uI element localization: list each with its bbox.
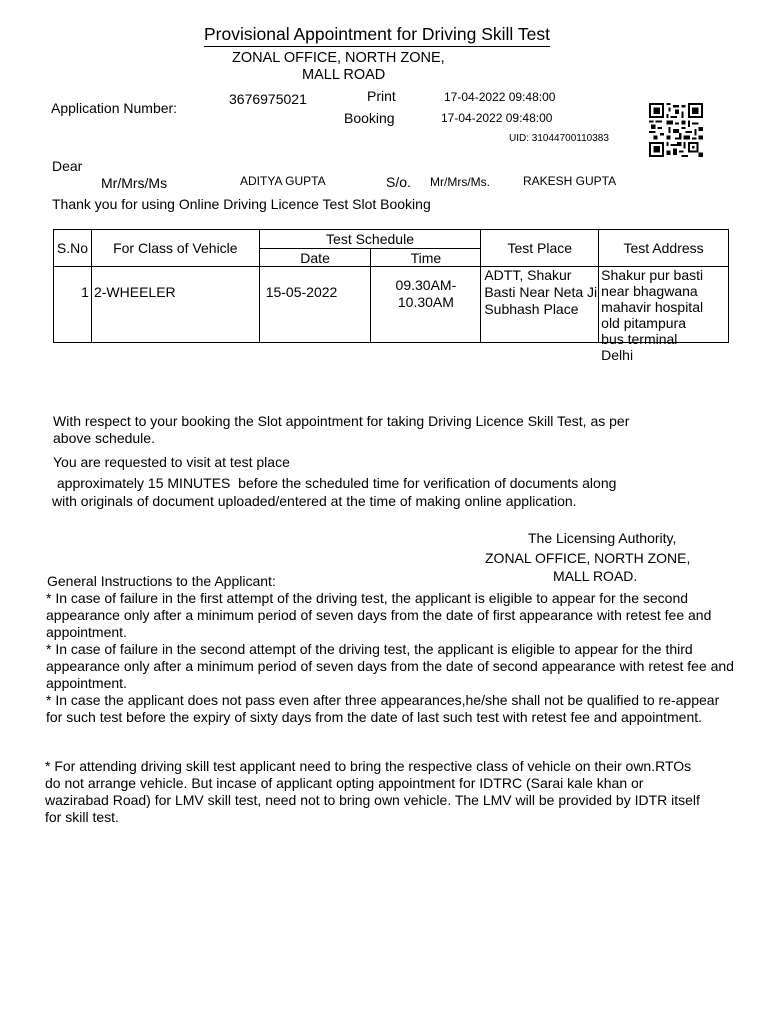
booking-label: Booking bbox=[344, 110, 395, 126]
schedule-table bbox=[53, 229, 729, 363]
office-name-line2: MALL ROAD bbox=[302, 67, 386, 83]
table-row bbox=[54, 267, 729, 343]
test-place-text: ADTT, Shakur Basti Near Neta Ji Subhash Place bbox=[484, 267, 598, 317]
instructions-heading: General Instructions to the Applicant: bbox=[47, 573, 276, 589]
application-number-label: Application Number: bbox=[51, 100, 178, 116]
authority-line-2: ZONAL OFFICE, NORTH ZONE, bbox=[485, 550, 691, 566]
body-line-4: approximately 15 MINUTES before the scheduled time for verification of documents along bbox=[53, 475, 617, 491]
cell-sno: 1 bbox=[54, 267, 92, 343]
address-line: old pitampura bbox=[601, 315, 686, 331]
header-place: Test Place bbox=[481, 230, 599, 267]
instruction-item: * In case of failure in the first attempt of the driving test, the applicant is eligible to appear for the second appearance only after a minimum period of seven days from the date of first appearance with retest fee and appointment. bbox=[46, 590, 712, 640]
application-number: 3676975021 bbox=[229, 91, 307, 107]
authority-line-3: MALL ROAD. bbox=[553, 568, 638, 584]
header-date: Date bbox=[259, 249, 371, 267]
body-line-3: You are requested to visit at test place bbox=[53, 454, 290, 470]
print-datetime: 17-04-2022 09:48:00 bbox=[444, 90, 556, 104]
cell-vehicle-class: 2-WHEELER bbox=[91, 267, 259, 343]
header-schedule: Test Schedule bbox=[259, 230, 481, 249]
parent-salutation: Mr/Mrs/Ms. bbox=[430, 175, 490, 189]
header-class: For Class of Vehicle bbox=[91, 230, 259, 267]
body-line-2: above schedule. bbox=[53, 430, 155, 446]
address-line: Shakur pur basti bbox=[601, 267, 704, 283]
instruction-item: * In case the applicant does not pass even after three appearances,he/she shall not be qualified to re-appear for such test before the expiry of sixty days from the date of last such test with retest fee and appointment. bbox=[46, 692, 720, 725]
address-line: Delhi bbox=[601, 347, 634, 363]
booking-datetime: 17-04-2022 09:48:00 bbox=[441, 111, 553, 125]
header-time: Time bbox=[371, 249, 481, 267]
applicant-name: ADITYA GUPTA bbox=[240, 174, 326, 188]
cell-time bbox=[371, 267, 481, 343]
authority-line-1: The Licensing Authority, bbox=[528, 530, 677, 546]
relation-label: S/o. bbox=[386, 174, 411, 190]
greeting-dear: Dear bbox=[52, 158, 83, 174]
applicant-salutation: Mr/Mrs/Ms bbox=[101, 175, 168, 191]
header-sno: S.No bbox=[54, 230, 92, 267]
address-line: near bhagwana bbox=[601, 283, 698, 299]
office-name-line1: ZONAL OFFICE, NORTH ZONE, bbox=[232, 50, 445, 66]
address-line: bus terminal bbox=[601, 331, 678, 347]
qr-code-icon bbox=[649, 103, 703, 157]
instruction-note: * For attending driving skill test applicant need to bring the respective class of vehicle on their own.RTOs do not arrange vehicle. But incase of applicant opting appointment for IDTRC (Sarai kale khan or wazirabad Road) for LMV skill test, need not to bring own vehicle. The LMV will be provided by IDTR itself for skill test. bbox=[45, 758, 700, 825]
print-label: Print bbox=[367, 88, 396, 104]
header-address: Test Address bbox=[599, 230, 729, 267]
cell-date: 15-05-2022 bbox=[259, 267, 371, 343]
body-line-5: with originals of document uploaded/entered at the time of making online application. bbox=[52, 493, 577, 509]
parent-name: RAKESH GUPTA bbox=[523, 174, 617, 188]
thank-you-line: Thank you for using Online Driving Licence Test Slot Booking bbox=[52, 196, 431, 212]
address-line: mahavir hospital bbox=[601, 299, 704, 315]
cell-test-address bbox=[599, 267, 729, 363]
uid: UID: 31044700110383 bbox=[509, 133, 609, 144]
time-end: 10.30AM bbox=[397, 294, 454, 310]
cell-test-place bbox=[481, 267, 599, 343]
body-line-1: With respect to your booking the Slot appointment for taking Driving Licence Skill Test, as per bbox=[53, 413, 630, 429]
page-title: Provisional Appointment for Driving Skill Test bbox=[204, 24, 550, 47]
instruction-item: * In case of failure in the second attempt of the driving test, the applicant is eligible to appear for the third appearance only after a minimum period of seven days from the date of second appearance with retest fee and appointment. bbox=[46, 641, 734, 691]
time-start: 09.30AM- bbox=[395, 277, 457, 293]
